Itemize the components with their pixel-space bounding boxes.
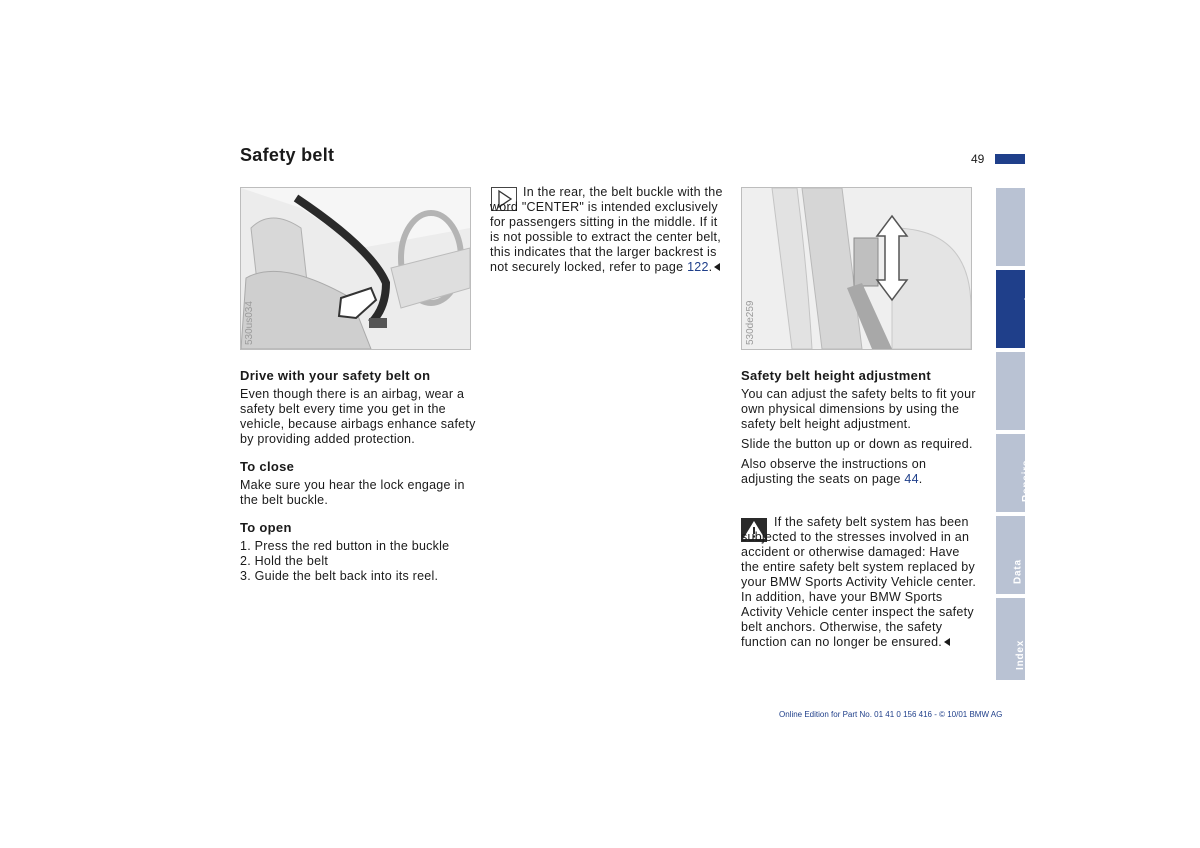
step-1: 1. Press the red button in the buckle	[240, 539, 450, 553]
para-slide-button: Slide the button up or down as required.	[741, 437, 973, 451]
right-column	[741, 368, 981, 492]
heading-to-close: To close	[240, 459, 295, 474]
heading-height-adjustment: Safety belt height adjustment	[741, 368, 932, 383]
page-number-bar	[995, 154, 1025, 164]
tab-controls[interactable]: Controls	[996, 270, 1025, 348]
tab-index[interactable]: Index	[996, 598, 1025, 680]
heading-drive-with-belt: Drive with your safety belt on	[240, 368, 431, 383]
step-2: 2. Hold the belt	[240, 554, 329, 568]
para-adjust-belts: You can adjust the safety belts to fit your own physical dimensions by using the safety belt height adjustment.	[741, 387, 976, 431]
page-number: 49	[971, 152, 985, 166]
end-mark-icon	[714, 263, 720, 271]
warning-text: If the safety belt system has been subjected to the stresses involved in an accident or otherwise damaged: Have the entire safety belt system replaced by your BMW Sports Activity Vehicle center. In addition, have your BMW Sports Activity Vehicle center inspect the safety belt anchors. Otherwise, the safety function can no longer be ensured.	[741, 515, 977, 649]
end-mark-icon	[944, 638, 950, 646]
page-link-44[interactable]: 44	[904, 472, 919, 486]
tab-overview[interactable]: Overview	[996, 188, 1025, 266]
seat-belt-illustration	[240, 187, 471, 350]
page-title: Safety belt	[240, 145, 335, 165]
belt-height-adjuster-illustration	[741, 187, 972, 350]
left-figure-code: 530us034	[244, 301, 255, 345]
page-link-122[interactable]: 122	[687, 260, 709, 274]
heading-to-open: To open	[240, 520, 292, 535]
tab-maintenance[interactable]: Maintenance	[996, 352, 1025, 430]
footer-edition: Online Edition for Part No. 01 41 0 156 416 - © 10/01 BMW AG	[779, 710, 1003, 719]
rear-belt-note: In the rear, the belt buckle with the word "CENTER" is intended exclusively for passengers sitting in the middle. If it is not possible to extract the center belt, this indicates that the larger backrest is not securely locked, refer to page 122.	[490, 185, 723, 274]
step-3: 3. Guide the belt back into its reel.	[240, 569, 439, 583]
para-airbag: Even though there is an airbag, wear a safety belt every time you get in the vehicle, because airbags enhance safety by providing added protection.	[240, 387, 476, 446]
tab-repairs[interactable]: Repairs	[996, 434, 1025, 512]
note-text: In the rear, the belt buckle with the word "CENTER" is intended exclusively for passengers sitting in the middle. If it is not possible to extract the center belt, this indicates that the larger backrest is not securely locked, refer to page	[490, 185, 723, 274]
para-to-close: Make sure you hear the lock engage in the belt buckle.	[240, 478, 465, 507]
warning-note	[741, 515, 981, 650]
para-observe-instructions: Also observe the instructions on adjusting the seats on page 44.	[741, 457, 927, 486]
left-column	[240, 368, 480, 584]
right-figure-code: 530de259	[745, 300, 756, 345]
tab-data[interactable]: Data	[996, 516, 1025, 594]
